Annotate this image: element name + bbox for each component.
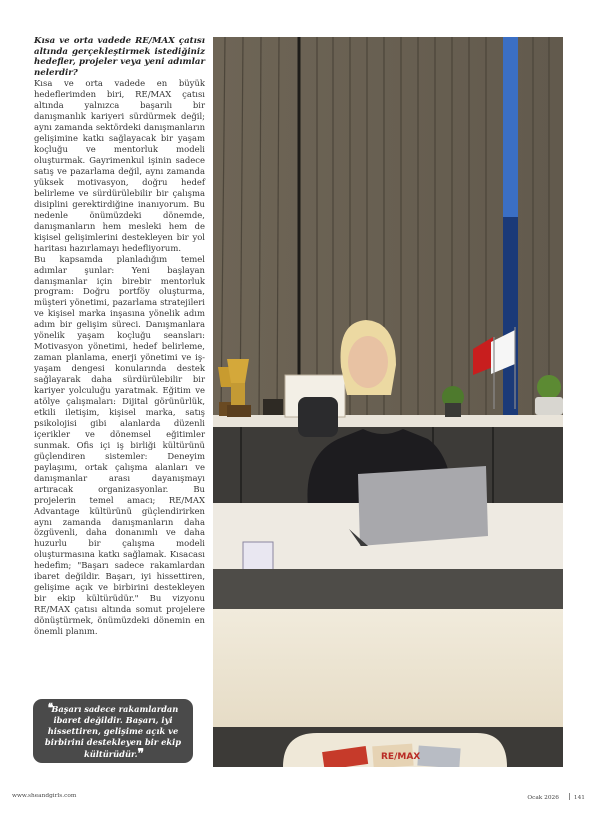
portrait-photo bbox=[213, 37, 563, 767]
footer-issue-date: Ocak 2026 bbox=[527, 795, 559, 801]
page-number: 141 bbox=[573, 795, 585, 801]
open-quote-icon: ❛❛ bbox=[47, 701, 52, 715]
back-counter bbox=[213, 415, 563, 427]
desk-front-panel bbox=[213, 609, 563, 727]
close-quote-icon: ❞ bbox=[137, 746, 142, 760]
interview-question: Kısa ve orta vadede RE/MAX çatısı altında gerçekleştirmek istediğiniz hedefler, projeler veya yeni adımlar nelerdir? bbox=[34, 36, 205, 78]
office-chair bbox=[298, 397, 338, 437]
pull-quote-text: Başarı sadece rakamlardan ibaret değildir. Başarı, iyi hissettiren, gelişime açık ve birbirini destekleyen bir ekip kültürüdür. bbox=[44, 704, 182, 759]
answer-paragraph-2: Bu kapsamda planladığım temel adımlar şunlar: Yeni başlayan danışmanlar için birebir mentorluk program: Doğru portföy oluşturma, müşteri yönetimi, pazarlama stratejileri ve kişisel marka inşasına yönelik adım adım bir gelişim süreci. Danışmanlara yönelik yaşam koçluğu seansları: Motivasyon yönetimi, hedef belirleme, zaman planlama, enerji yönetimi ve iş-yaşam dengesi konularında destek sağlayarak daha sürdürülebilir bir kariyer yolculuğu yaratmak. Eğitim ve atölye çalışmaları: Dijital görünürlük, etkili iletişim, kişisel marka, satış psikolojisi gibi alanlarda düzenli içerikler ve dönemsel eğitimler sunmak. Ofis içi iş birliği kültürünü güçlendiren sistemler: Deneyim paylaşımı, ortak çalışma alanları ve danışmanlar arası dayanışmayı artıracak organizasyonlar. Bu projelerin temel amacı; RE/MAX Advantage kültürünü güçlendirirken aynı zamanda danışmanların daha özgüvenli, daha donanımlı ve daha huzurlu bir çalışma modeli oluşturmasına katkı sağlamak. Kısacası hedefim; "Başarı sadece rakamlardan ibaret değildir. Başarı, iyi hissettiren, gelişime açık ve birbirini destekleyen bir ekip kültürüdür." Bu vizyonu RE/MAX çatısı altında somut projelere dönüştürmek, önümüzdeki dönemin en önemli planım. bbox=[34, 253, 205, 637]
footer-divider bbox=[569, 793, 570, 800]
brand-text: RE/MAX bbox=[381, 752, 421, 762]
answer-paragraph-1: Kısa ve orta vadede en büyük hedeflerimden biri, RE/MAX çatısı altında yalnızca başarılı bir danışmanlık kariyeri sürdürmek değil; aynı zamanda sektördeki danışmanların gelişimine katkı sağlayacak bir yaşam koçluğu ve mentorluk modeli oluşturmak. Gayrimenkul işinin sadece satış ve pazarlama değil, aynı zamanda yüksek motivasyon, doğru hedef belirleme ve sürdürülebilir bir çalışma disiplini gerektirdiğine inanıyorum. Bu nedenle önümüzdeki dönemde, danışmanların hem mesleki hem de kişisel gelişimlerini destekleyen bir yol haritası hazırlamayı hedefliyorum. bbox=[34, 78, 205, 253]
office-portrait-illustration bbox=[213, 37, 563, 767]
footer-issue-info bbox=[527, 793, 585, 801]
article-column bbox=[34, 36, 205, 637]
footer-website[interactable]: www.sheandgirls.com bbox=[12, 793, 77, 799]
pull-quote bbox=[33, 699, 193, 763]
desk-edge bbox=[213, 569, 563, 609]
card-holder bbox=[243, 542, 273, 572]
laptop bbox=[349, 466, 488, 546]
